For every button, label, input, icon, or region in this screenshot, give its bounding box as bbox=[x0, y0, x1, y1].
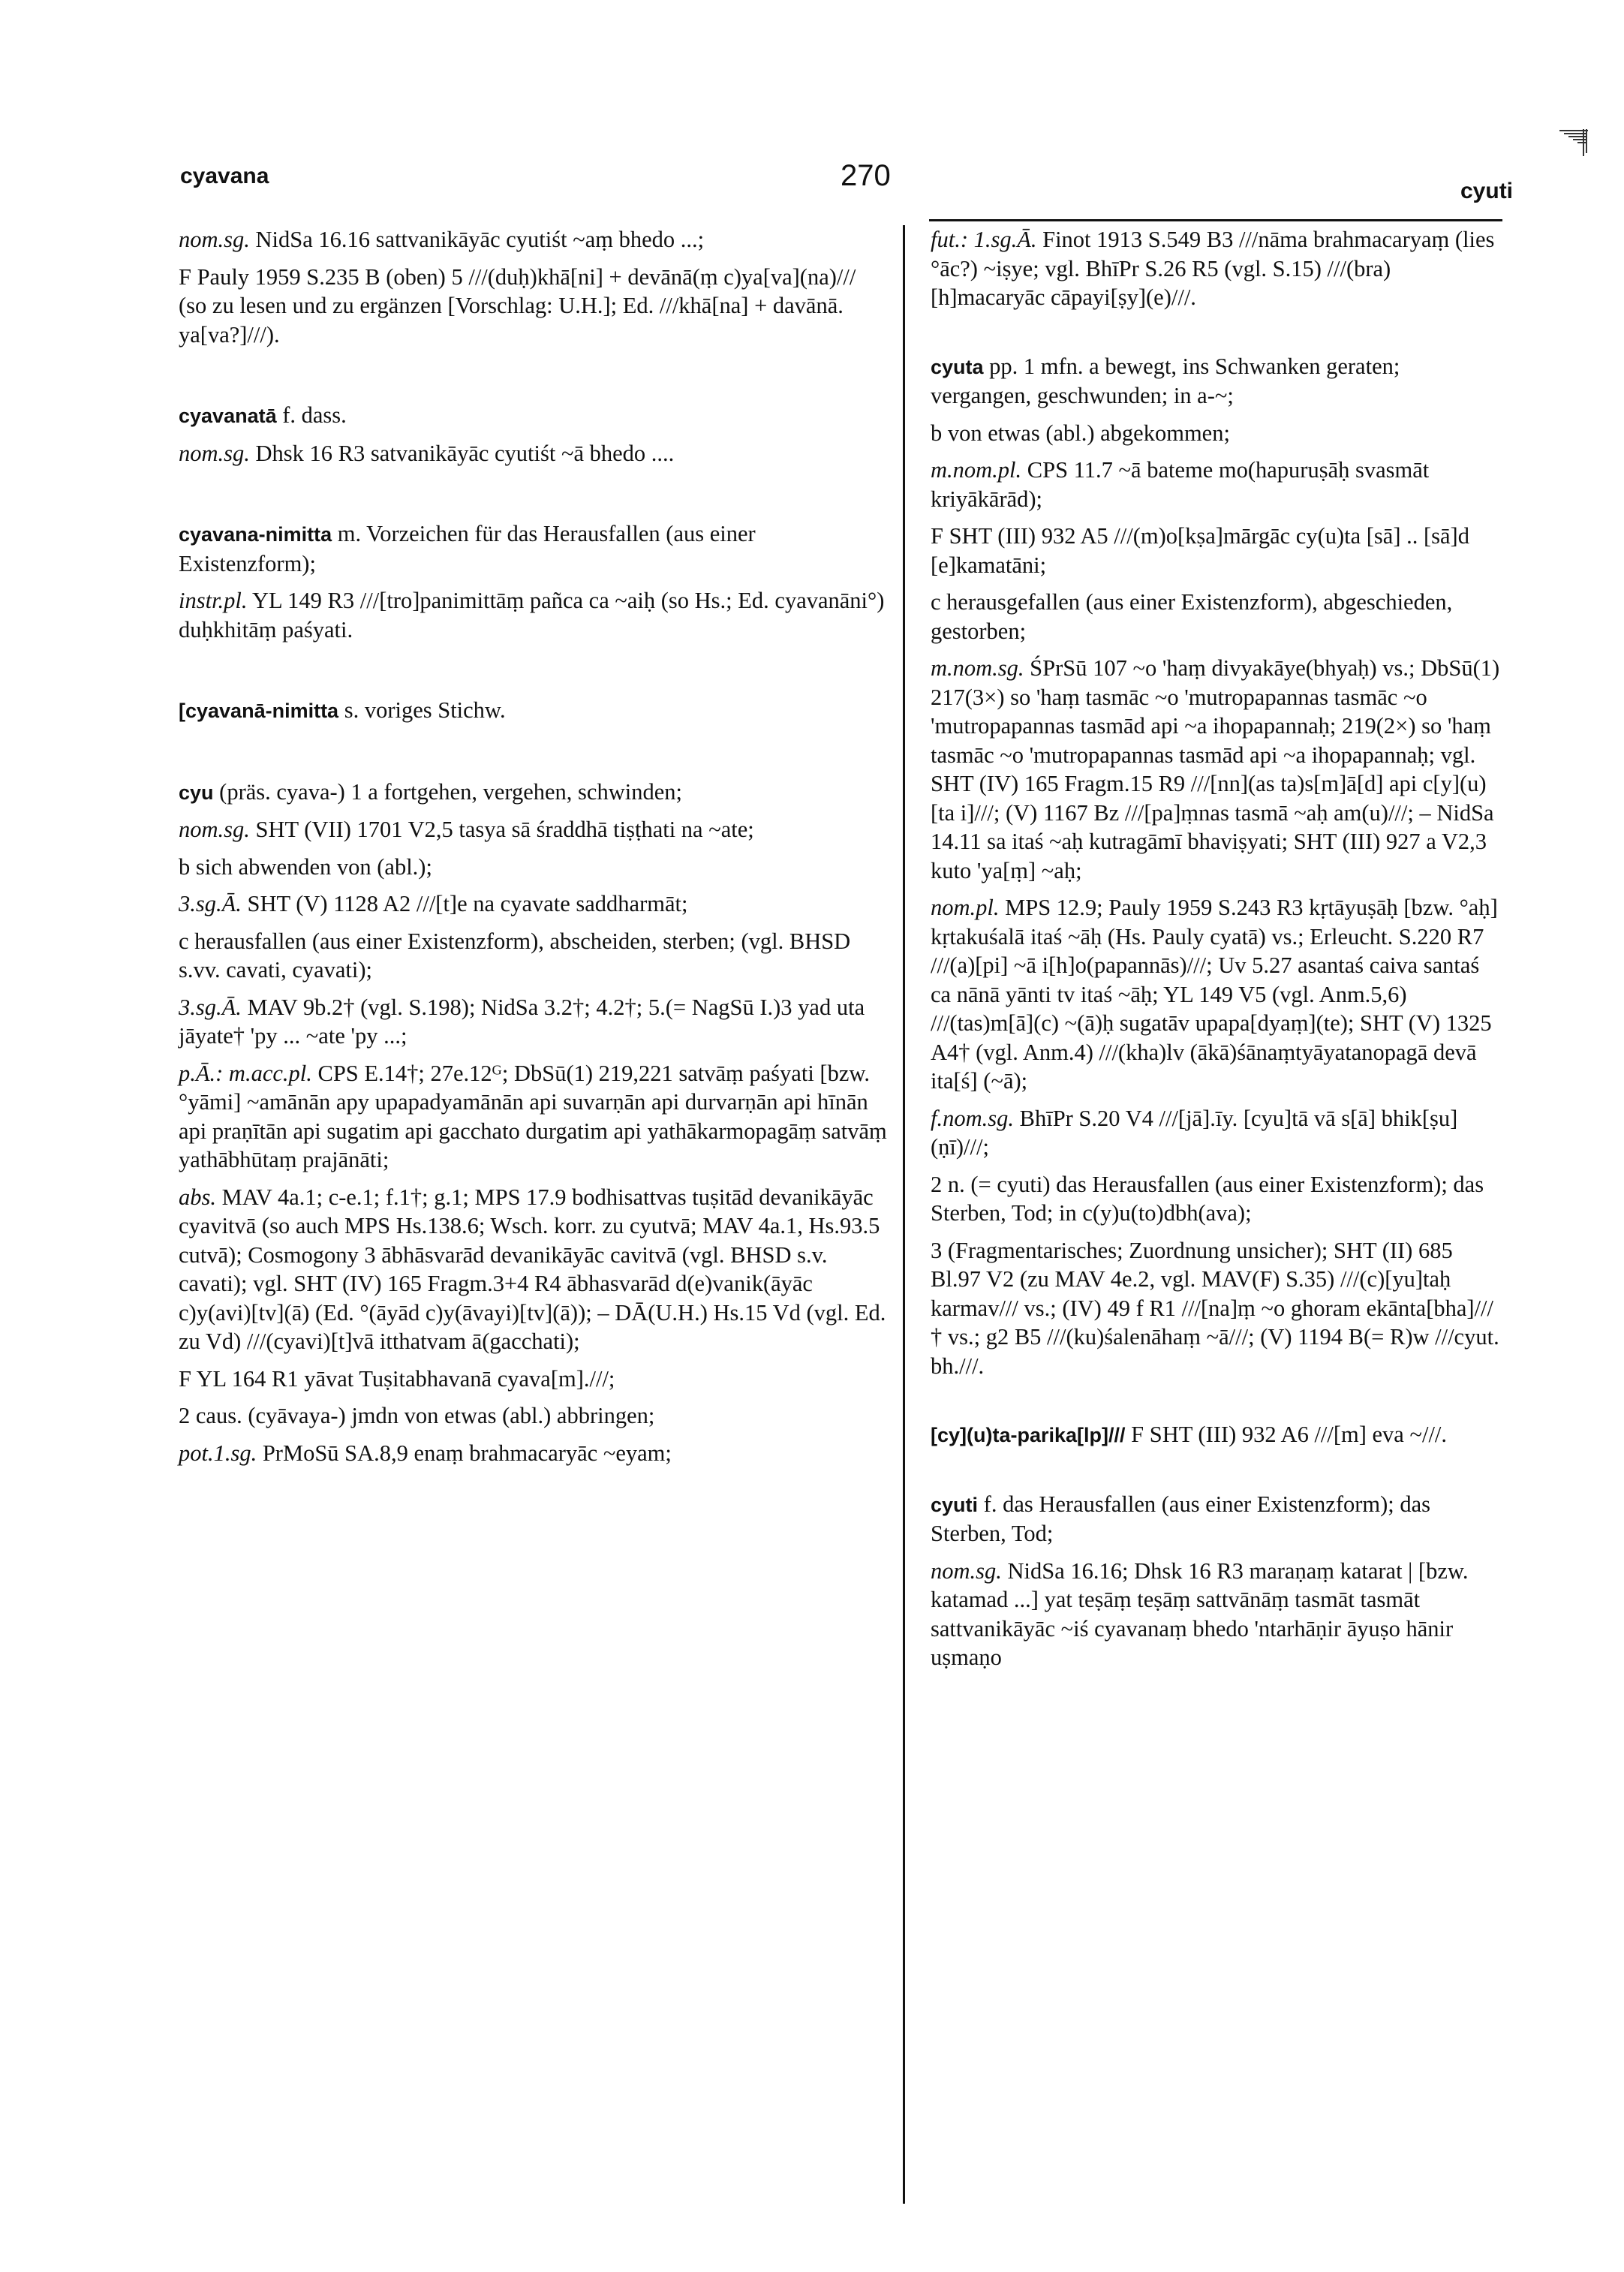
column-divider bbox=[903, 225, 905, 2204]
entry-text: pp. 1 mfn. a bewegt, ins Schwanken geraten; vergangen, geschwunden; in a-~; bbox=[931, 353, 1400, 408]
headword: cyu bbox=[179, 781, 214, 804]
entry-spacer bbox=[179, 652, 888, 696]
headword: cyuta bbox=[931, 355, 984, 378]
headword: cyavana-nimitta bbox=[179, 523, 332, 546]
entry-text: c herausgefallen (aus einer Existenzform), abgeschieden, gestorben; bbox=[931, 589, 1453, 644]
grammar-label: abs. bbox=[179, 1184, 216, 1210]
dictionary-citation bbox=[931, 1170, 1502, 1228]
entry-text: 2 caus. (cyāvaya-) jmdn von etwas (abl.) abbringen; bbox=[179, 1403, 655, 1428]
grammar-label: p.Ā.: m.acc.pl. bbox=[179, 1060, 312, 1086]
entry-text: PrMoSū SA.8,9 enaṃ brahmacaryāc ~eyam; bbox=[262, 1440, 672, 1466]
dictionary-citation bbox=[179, 225, 888, 254]
dictionary-citation bbox=[179, 1059, 888, 1175]
dictionary-citation bbox=[931, 588, 1502, 645]
entry-text: F YL 164 R1 yāvat Tuṣitabhavanā cyava[m].///; bbox=[179, 1365, 615, 1392]
entry-text: Dhsk 16 R3 satvanikāyāc cyutiśt ~ā bhedo .... bbox=[255, 440, 675, 466]
dictionary-citation bbox=[931, 419, 1502, 448]
entry-spacer bbox=[179, 357, 888, 401]
dictionary-citation bbox=[179, 586, 888, 644]
dictionary-citation bbox=[931, 1104, 1502, 1162]
entry-text: b von etwas (abl.) abgekommen; bbox=[931, 420, 1230, 446]
dictionary-citation bbox=[931, 522, 1502, 579]
grammar-label: nom.sg. bbox=[179, 440, 250, 466]
grammar-label: nom.sg. bbox=[179, 227, 250, 252]
dictionary-citation bbox=[179, 815, 888, 844]
dictionary-citation bbox=[931, 1236, 1502, 1381]
dictionary-citation bbox=[179, 1365, 888, 1394]
entry-text: c herausfallen (aus einer Existenzform), abscheiden, sterben; (vgl. BHSD s.vv. cavati, cyavati); bbox=[179, 928, 851, 983]
grammar-label: 3.sg.Ā. bbox=[179, 891, 242, 916]
entry-text: NidSa 16.16 sattvanikāyāc cyutiśt ~aṃ bhedo ...; bbox=[255, 227, 705, 252]
entry-text: F Pauly 1959 S.235 B (oben) 5 ///(duḥ)khā[ni] + devānā(ṃ c)ya[va](na)/// (so zu lesen und zu ergänzen [Vorschlag: U.H.]; Ed. ///khā[na] + davānā. ya[va?]///). bbox=[179, 263, 856, 348]
grammar-label: m.nom.sg. bbox=[931, 655, 1024, 681]
headword: cyuti bbox=[931, 1493, 979, 1516]
dictionary-headword-entry bbox=[179, 401, 888, 431]
dictionary-headword-entry bbox=[179, 519, 888, 578]
entry-spacer bbox=[179, 476, 888, 519]
grammar-label: m.nom.pl. bbox=[931, 457, 1022, 483]
grammar-label: instr.pl. bbox=[179, 588, 248, 613]
dictionary-citation bbox=[931, 1557, 1502, 1672]
header-rule bbox=[929, 219, 1502, 221]
dictionary-citation bbox=[179, 1183, 888, 1356]
dictionary-headword-entry bbox=[931, 1490, 1502, 1548]
dictionary-citation bbox=[931, 654, 1502, 885]
scan-corner-icon bbox=[1556, 126, 1591, 159]
running-head-left: cyavana bbox=[180, 164, 269, 188]
entry-text: BhīPr S.20 V4 ///[jā].īy. [cyu]tā vā s[ā] bhik[ṣu](ṇī)///; bbox=[931, 1105, 1458, 1160]
dictionary-citation bbox=[179, 1401, 888, 1431]
headword: [cy](u)ta-parika[lp]/// bbox=[931, 1424, 1126, 1446]
headword: cyavanatā bbox=[179, 405, 277, 427]
dictionary-citation bbox=[931, 456, 1502, 513]
dictionary-citation bbox=[179, 439, 888, 468]
entry-text: s. voriges Stichw. bbox=[344, 697, 506, 723]
entry-text: b sich abwenden von (abl.); bbox=[179, 853, 432, 880]
entry-text: f. das Herausfallen (aus einer Existenzform); das Sterben, Tod; bbox=[931, 1491, 1431, 1546]
entry-text: (präs. cyava-) 1 a fortgehen, vergehen, schwinden; bbox=[219, 778, 682, 805]
left-column bbox=[179, 225, 888, 1476]
page-number: 270 bbox=[841, 159, 891, 192]
grammar-label: nom.sg. bbox=[931, 1557, 1002, 1584]
entry-text: ŚPrSū 107 ~o 'haṃ divyakāye(bhyaḥ) vs.; DbSū(1) 217(3×) so 'haṃ tasmāc ~o 'mutropapannas tasmāc ~o 'mutropapannas tasmād api ~a ihopapannaḥ; 219(2×) so 'haṃ tasmāc ~o 'mutropapannas tasmād api ~a ihopapannaḥ; vgl. SHT (IV) 165 Fragm.15 R9 ///[nn](as ta)s[m]ā[d] api c[y](u)[ta i]///; (V) 1167 Bz ///[pa]ṃnas tasmā ~aḥ am(u)///; – NidSa 14.11 sa itaś ~aḥ kutragāmī bhaviṣyati; SHT (III) 927 a V2,3 kuto 'ya[ṃ] ~aḥ; bbox=[931, 655, 1500, 883]
dictionary-headword-entry bbox=[931, 1420, 1502, 1450]
entry-text: F SHT (III) 932 A5 ///(m)o[kṣa]mārgāc cy(u)ta [sā] .. [sā]d [e]kamatāni; bbox=[931, 523, 1469, 578]
entry-text: SHT (V) 1128 A2 ///[t]e na cyavate saddharmāt; bbox=[247, 891, 688, 916]
entry-text: SHT (VII) 1701 V2,5 tasya sā śraddhā tiṣṭhati na ~ate; bbox=[255, 817, 754, 842]
dictionary-headword-entry bbox=[179, 778, 888, 808]
entry-text: F SHT (III) 932 A6 ///[m] eva ~///. bbox=[1131, 1422, 1448, 1447]
entry-text: CPS 11.7 ~ā bateme mo(hapuruṣāḥ svasmāt kriyākārād); bbox=[931, 457, 1430, 512]
entry-spacer bbox=[931, 1389, 1502, 1420]
grammar-label: 3.sg.Ā. bbox=[179, 994, 242, 1020]
grammar-label: nom.sg. bbox=[179, 817, 250, 842]
dictionary-citation bbox=[179, 927, 888, 985]
grammar-label: f.nom.sg. bbox=[931, 1105, 1014, 1131]
entry-text: YL 149 R3 ///[tro]panimittāṃ pañca ca ~aiḥ (so Hs.; Ed. cyavanāni°) duḥkhitāṃ paśyati. bbox=[179, 588, 885, 642]
entry-text: Finot 1913 S.549 B3 ///nāma brahmacaryaṃ (lies °āc?) ~iṣye; vgl. BhīPr S.26 R5 (vgl. S.15) ///(bra)[h]macaryāc cāpayi[ṣy](e)///. bbox=[931, 227, 1495, 310]
dictionary-citation bbox=[179, 889, 888, 919]
dictionary-citation bbox=[931, 893, 1502, 1096]
grammar-label: fut.: 1.sg.Ā. bbox=[931, 227, 1037, 252]
dictionary-headword-entry bbox=[931, 352, 1502, 411]
entry-text: f. dass. bbox=[282, 402, 347, 428]
entry-text: MAV 9b.2† (vgl. S.198); NidSa 3.2†; 4.2†; 5.(= NagSū I.)3 yad uta jāyate† 'py ... ~ate 'py ...; bbox=[179, 994, 865, 1049]
grammar-label: pot.1.sg. bbox=[179, 1440, 257, 1466]
entry-text: NidSa 16.16; Dhsk 16 R3 maraṇaṃ katarat | [bzw. katamad ...] yat teṣāṃ teṣāṃ sattvānāṃ tasmāt tasmāt sattvanikāyāc ~iś cyavanaṃ bhedo 'ntarhāṇir āyuṣo hānir uṣmaṇo bbox=[931, 1557, 1469, 1670]
dictionary-citation bbox=[179, 1439, 888, 1468]
entry-text: 3 (Fragmentarisches; Zuordnung unsicher); SHT (II) 685 Bl.97 V2 (zu MAV 4e.2, vgl. MAV(F) S.35) ///(c)[yu]taḥ karmav/// vs.; (IV) 49 f R1 ///[na]ṃ ~o ghoram ekānta[bha]///† vs.; g2 B5 ///(ku)śalenāhaṃ ~ā///; (V) 1194 B(= R)w ///cyut. bh.///. bbox=[931, 1237, 1499, 1379]
running-head-right: cyuti bbox=[1460, 179, 1514, 203]
dictionary-citation bbox=[179, 993, 888, 1051]
entry-text: MAV 4a.1; c-e.1; f.1†; g.1; MPS 17.9 bodhisattvas tuṣitād devanikāyāc cyavitvā (so auch MPS Hs.138.6; Wsch. korr. zu cyutvā; MAV 4a.1, Hs.93.5 cutvā); Cosmogony 3 ābhāsvarād devanikāyāc cavitvā (vgl. BHSD s.v. cavati); vgl. SHT (IV) 165 Fragm.3+4 R4 ābhasvarād d(e)vanik(āyāc c)y(avi)[tv](ā) (Ed. °(āyād c)y(āvayi)[tv](ā)); – DĀ(U.H.) Hs.15 Vd (vgl. Ed. zu Vd) ///(cyavi)[t]vā itthatvam ā(gacchati); bbox=[179, 1184, 886, 1354]
entry-text: MPS 12.9; Pauly 1959 S.243 R3 kṛtāyuṣāḥ [bzw. °aḥ] kṛtakuśalā itaś ~āḥ (Hs. Pauly cyatā) vs.; Erleucht. S.220 R7 ///(a)[pi] ~ā i[h]o(papannās)///; Uv 5.27 asantaś caiva santaś ca nānā yānti tv itaś ~āḥ; YL 149 V5 (vgl. Anm.5,6) ///(tas)m[ā](c) ~(ā)ḥ sugatāv upapa[dyaṃ](te); SHT (V) 1325 A4† (vgl. Anm.4) ///(kha)lv (ākā)śānaṃtyāyatanopagā devā ita[ś] (~ā); bbox=[931, 895, 1498, 1094]
entry-text: CPS E.14†; 27e.12ᴳ; DbSū(1) 219,221 satvāṃ paśyati [bzw. °yāmi] ~amānān apy upapadyamānān api suvarṇān api durvarṇān api hīnān api praṇītān api sugatim api gacchato durgatim api yathākarmopagāṃ satvāṃ yathābhūtaṃ prajānāti; bbox=[179, 1060, 887, 1172]
dictionary-citation bbox=[179, 853, 888, 882]
dictionary-citation bbox=[931, 225, 1502, 312]
grammar-label: nom.pl. bbox=[931, 895, 1000, 920]
entry-text: m. Vorzeichen für das Herausfallen (aus einer Existenzform); bbox=[179, 521, 756, 576]
headword: [cyavanā-nimitta bbox=[179, 700, 339, 722]
right-column bbox=[931, 225, 1502, 1681]
entry-spacer bbox=[931, 1458, 1502, 1490]
dictionary-headword-entry bbox=[179, 696, 888, 726]
dictionary-citation bbox=[179, 263, 888, 350]
entry-spacer bbox=[931, 320, 1502, 352]
entry-spacer bbox=[179, 734, 888, 778]
entry-text: 2 n. (= cyuti) das Herausfallen (aus einer Existenzform); das Sterben, Tod; in c(y)u(to)dbh(ava); bbox=[931, 1171, 1484, 1226]
